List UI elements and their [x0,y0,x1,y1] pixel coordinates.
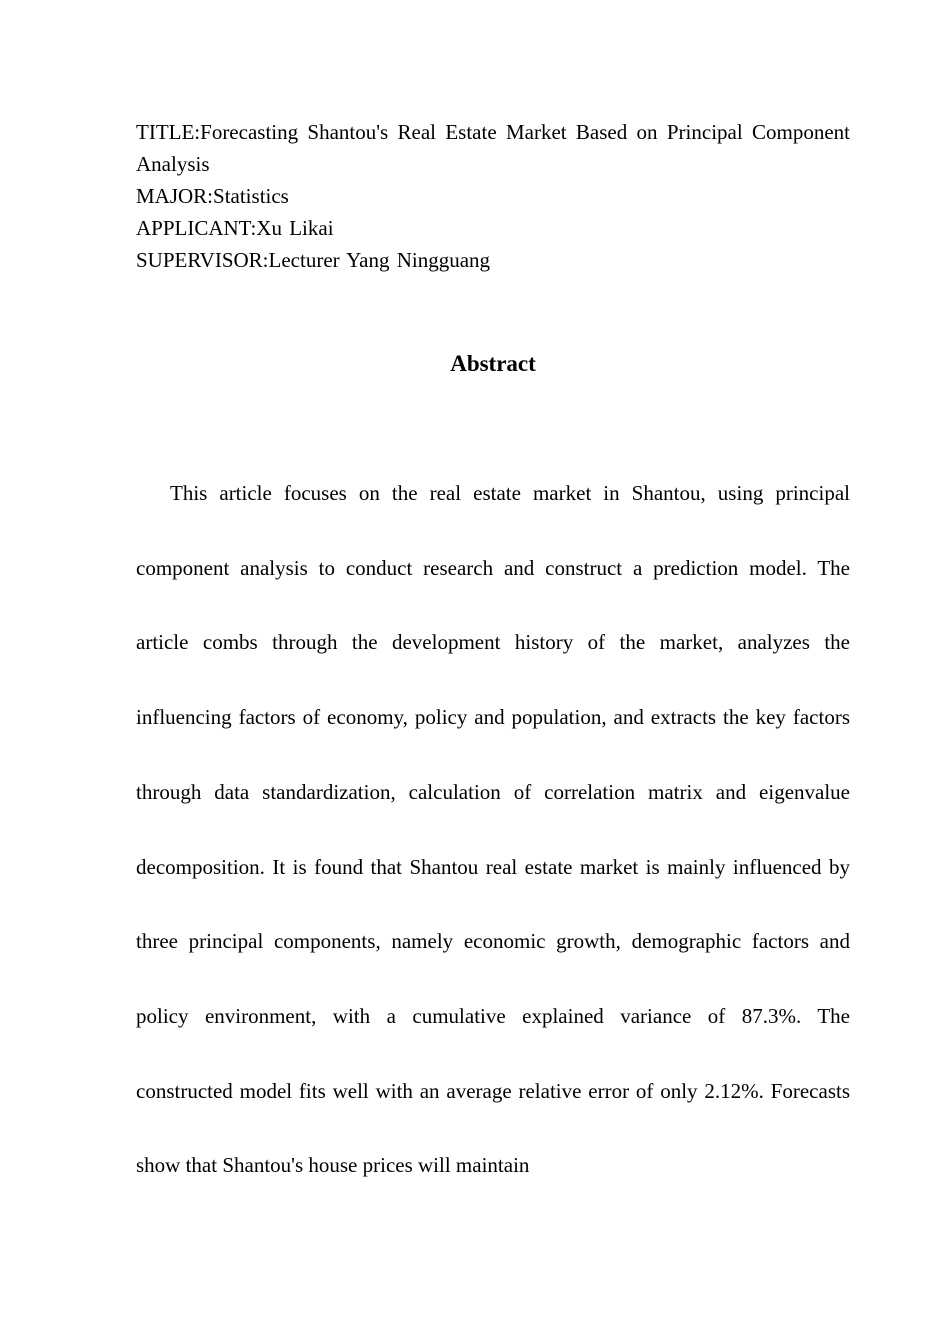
abstract-heading: Abstract [450,351,536,376]
thesis-front-matter [136,116,850,276]
thesis-applicant: APPLICANT:Xu Likai [136,216,334,240]
abstract-paragraph: This article focuses on the real estate market in Shantou, using principal component analysis to conduct research and construct a prediction model. The article combs through the development history of the market, analyzes the influencing factors of economy, policy and population, and extracts the key factors through data standardization, calculation of correlation matrix and eigenvalue decomposition. It is found that Shantou real estate market is mainly influenced by three principal components, namely economic growth, demographic factors and policy environment, with a cumulative explained variance of 87.3%. The constructed model fits well with an average relative error of only 2.12%. Forecasts show that Shantou's house prices will maintain [136,481,850,1178]
thesis-title: TITLE:Forecasting Shantou's Real Estate Market Based on Principal Component Analysis [136,120,850,176]
thesis-major: MAJOR:Statistics [136,184,289,208]
thesis-supervisor: SUPERVISOR:Lecturer Yang Ningguang [136,248,491,272]
